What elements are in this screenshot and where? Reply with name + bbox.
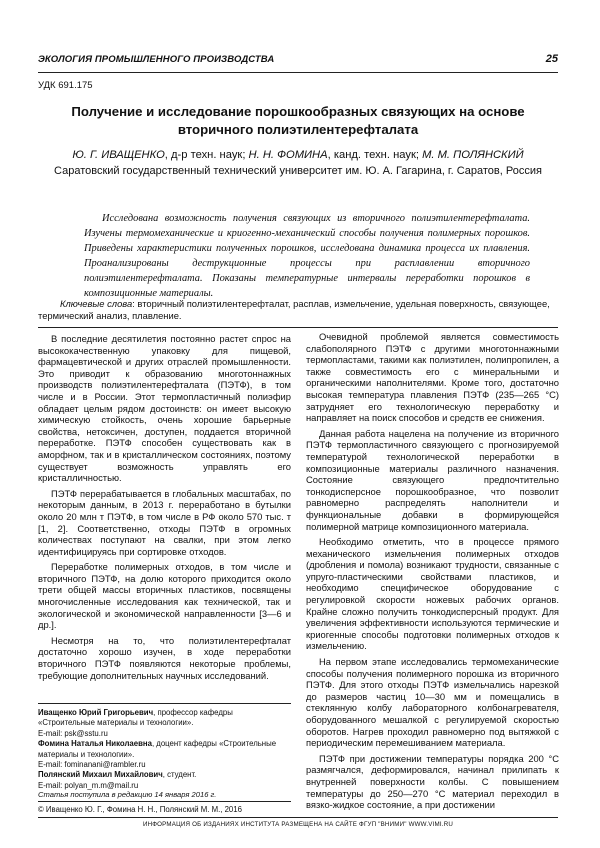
copyright-divider (38, 801, 291, 802)
paragraph: Несмотря на то, что полиэтилентерефталат достаточно хорошо изучен, в ходе переработки вторичного ПЭТФ появляются некоторые проблемы, требующие дополнительных научных исследований. (38, 634, 291, 681)
paragraph: Очевидной проблемой является совместимость слабополярного ПЭТФ с другими многотоннажными термопластами, такими как полиэтилен, полипропилен, а также совместимость его с минеральными и органическими наполнителями. Кроме того, достаточно высокая температура плавления ПЭТФ (235—265 °C) затрудняет его технологическую переработку и направляет на поиск способов и средств ее снижения. (306, 331, 559, 424)
page-number: 25 (545, 53, 558, 65)
affiliation: Саратовский государственный технический университет им. Ю. А. Гагарина, г. Саратов, Россия (54, 165, 542, 177)
author-info (38, 708, 291, 729)
author-info-name: Иващенко Юрий Григорьевич (38, 708, 154, 717)
paragraph: В последние десятилетия постоянно растет спрос на высококачественную упаковку для пищевой, фармацевтической и других отраслей промышленности. Это приводит к образованию многотоннажных производств полиэтилентерефталата (ПЭТФ), в том числе и в России. Этот термопластичный полиэфир обладает целым рядом достоинств: он имеет высокую химическую стойкость, очень хорошие барьерные свойства, нетоксичен, доступен, поддается вторичной переработке. ПЭТФ способен существовать как в аморфном, так и в кристаллическом состояниях, поэтому существует возможность управлять его кристалличностью. (38, 333, 291, 484)
running-header (38, 50, 558, 72)
left-column (38, 333, 291, 685)
author-info-desc: , студент. (162, 770, 197, 780)
author-email: E-mail: fominanani@rambler.ru (38, 760, 146, 770)
journal-title: ЭКОЛОГИЯ ПРОМЫШЛЕННОГО ПРОИЗВОДСТВА (38, 54, 275, 65)
keywords-label: Ключевые слова (60, 298, 133, 309)
paragraph: Переработке полимерных отходов, в том числе и вторичного ПЭТФ, на долю которого приходится около трети общей массы вторичных пластиков, посвящены многочисленные исследования как технической, так и экологической и экономической направленности [3—6 и др.]. (38, 561, 291, 631)
author-name: М. М. ПОЛЯНСКИЙ (422, 149, 524, 161)
author-info-name: Фомина Наталья Николаевна (38, 739, 152, 749)
author-info-name: Полянский Михаил Михайлович (38, 770, 163, 780)
paragraph: На первом этапе исследовались термомеханические способы получения полимерного порошка из вторичного ПЭТФ. Для этого отходы ПЭТФ измельчались нарезкой до размеров частиц 10—30 мм и помещались в стеклянную колбу лабораторного колбонагревателя, оборудованного мешалкой с регулируемой скоростью оборотов. Нагрев проходил равномерно под вытяжкой с периодическим перемешиванием материала. (306, 656, 559, 749)
received-date: Статья поступила в редакцию 14 января 2016 г. (38, 790, 217, 799)
keywords-text: : вторичный полиэтилентерефталат, расплав, измельчение, удельная поверхность, связующее, термический анализ, плавление. (38, 298, 550, 321)
article-title: Получение и исследование порошкообразных связующих на основе вторичного полиэтилентерефталата (71, 104, 525, 137)
author-degree: , д-р техн. наук; (164, 149, 249, 161)
author-name: Ю. Г. ИВАЩЕНКО (72, 149, 165, 161)
authors-line (38, 147, 558, 163)
author-email: E-mail: polyan_m.m@mail.ru (38, 780, 139, 790)
author-email: E-mail: psk@sstu.ru (38, 728, 108, 738)
author-info (38, 770, 291, 780)
paragraph: Данная работа нацелена на получение из вторичного ПЭТФ термопластичного связующего с прогнозируемой температурой технологической переработки в композиционные материалы различного назначения. Состояние связующего предпочтительно тонкодисперсное порошкообразное, что позволит равномерно распределять наполнители и функциональные добавки в формирующейся полимерной матрице композиционного материала. (306, 427, 559, 532)
keywords-divider (38, 327, 558, 328)
author-info-block (38, 703, 291, 791)
author-degree: , канд. техн. наук; (327, 149, 423, 161)
abstract: Исследована возможность получения связующих из вторичного полиэтилентерефталата. Изучены термомеханические и криогенно-механический способы получения полимерных порошков. Приведены характеристики полученных порошков, исследована динамика процесса их плавления. Проанализированы деструкционные процессы при расплавлении вторичного полиэтилентерефталата. Показаны температурные интервалы переработки порошков в композиционные материалы. (84, 213, 530, 299)
footer-divider (38, 817, 558, 818)
footer-text: ИНФОРМАЦИЯ ОБ ИЗДАНИЯХ ИНСТИТУТА РАЗМЕЩЕНА НА САЙТЕ ФГУП "ВНИМИ" WWW.VIMI.RU (142, 821, 454, 828)
right-column (306, 331, 559, 815)
copyright: © Иващенко Ю. Г., Фомина Н. Н., Полянский М. М., 2016 (38, 805, 242, 814)
author-info-desc: , доцент кафедры «Строительные материалы и технологии». (38, 739, 277, 759)
udk-code: УДК 691.175 (38, 80, 93, 91)
author-name: Н. Н. ФОМИНА (248, 149, 328, 161)
paragraph: ПЭТФ перерабатывается в глобальных масштабах, по некоторым данным, в 2013 г. переработано в бутылки около 20 млн т ПЭТФ, в том числе в РФ около 570 тыс. т [1, 2]. Соответственно, отходы ПЭТФ в огромных количествах поступают на свалки, при этом легко идентифицируясь при сортировке отходов. (38, 487, 291, 557)
header-divider (38, 72, 558, 73)
paragraph: ПЭТФ при достижении температуры порядка 200 °C размягчался, деформировался, начинал прилипать к внутренней поверхности колбы. С повышением температуры до 250—270 °C материал переходил в вязко-жидкое состояние, а при достижении (306, 752, 559, 811)
keywords (38, 298, 558, 322)
author-info (38, 739, 291, 760)
author-info-desc: , профессор кафедры «Строительные материалы и технологии». (38, 708, 233, 728)
paragraph: Необходимо отметить, что в процессе прямого механического измельчения полимерных отходов (дробления и помола) возникают трудности, связанные с упруго-пластическими свойствами пластиков, и необходимо специфическое оборудование с регулировкой скорости ножевых рабочих органов. Крайне сложно получить тонкодисперсный продукт. Для увеличения эффективности используются термические и криогенные способы подготовки полимерных отходов к измельчению. (306, 536, 559, 652)
